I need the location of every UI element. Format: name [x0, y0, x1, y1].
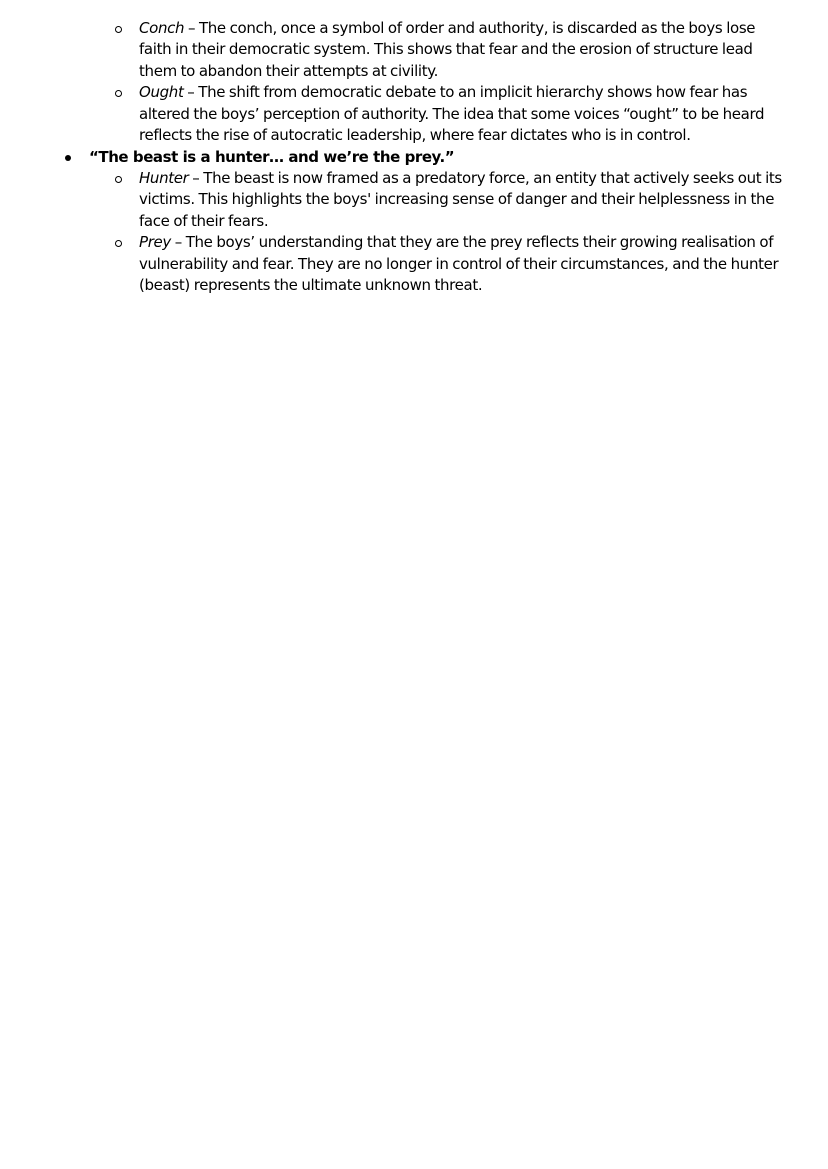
term-conch: Conch: [139, 19, 185, 37]
term-prey: Prey: [139, 233, 171, 252]
term-ought: Ought: [139, 83, 184, 102]
hollow-bullet-icon: [115, 176, 122, 183]
quote-beast-hunter: “The beast is a hunter… and we’re the prey.”: [89, 148, 455, 166]
list-item-prey: [0, 232, 828, 296]
hollow-bullet-icon: [115, 90, 122, 97]
explanation-hunter: – The beast is now framed as a predatory force, an entity that actively seeks out its victims. This highlights the boys' increasing sense of danger and their helplessness in the face of their fears.: [139, 169, 782, 230]
quote-list-item: [0, 147, 828, 169]
explanation-prey: – The boys’ understanding that they are the prey reflects their growing realisation of vulnerability and fear. They are no longer in control of their circumstances, and the hunter (beast) represents the ultimate unknown threat.: [139, 233, 779, 295]
hollow-bullet-icon: [115, 26, 122, 33]
solid-bullet-icon: [65, 155, 71, 161]
term-hunter: Hunter: [139, 169, 189, 187]
hunter-prey-points: [0, 168, 828, 296]
explanation-conch: – The conch, once a symbol of order and authority, is discarded as the boys lose faith in their democratic system. This shows that fear and the erosion of structure lead them to abandon their attempts at civility.: [139, 19, 756, 80]
list-item-conch: [0, 18, 828, 82]
list-item-ought: [0, 82, 828, 146]
list-item-hunter: [0, 168, 828, 232]
explanation-ought: – The shift from democratic debate to an implicit hierarchy shows how fear has altered the boys’ perception of authority. The idea that some voices “ought” to be heard reflects the rise of autocratic leadership, where fear dictates who is in control.: [139, 83, 765, 145]
conch-ought-points: [0, 18, 828, 146]
hollow-bullet-icon: [115, 240, 122, 247]
